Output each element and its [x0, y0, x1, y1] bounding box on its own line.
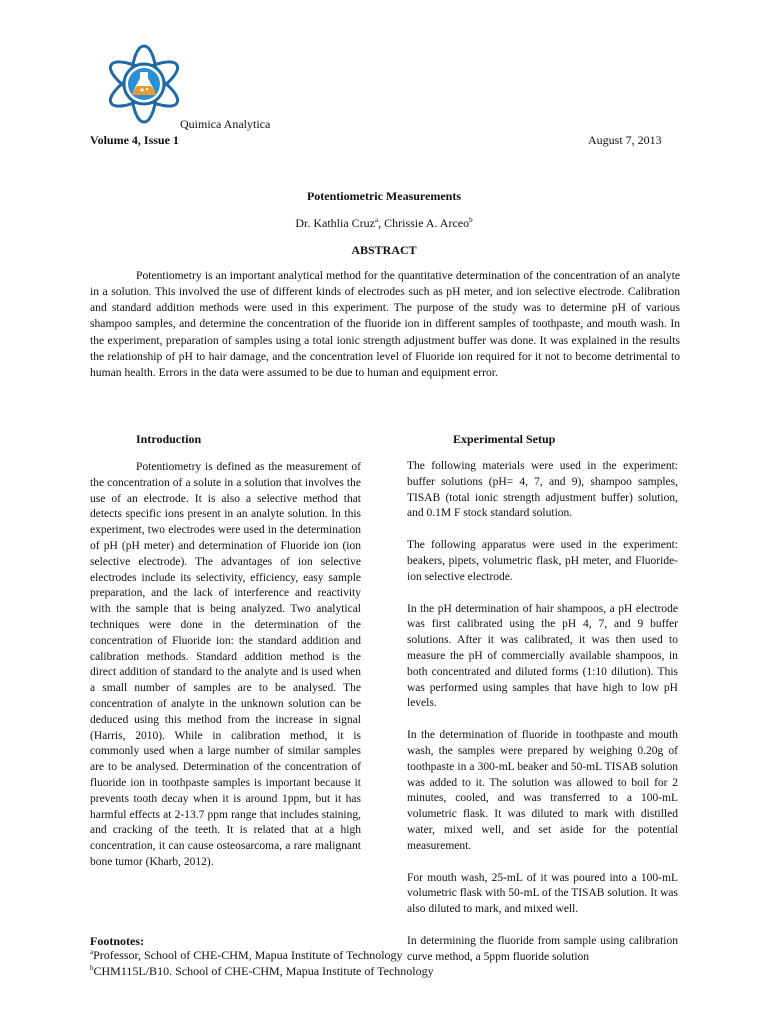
footnote-b-mark: b: [90, 964, 94, 972]
introduction-column: [90, 460, 361, 871]
footnotes-heading: Footnotes:: [90, 934, 144, 948]
introduction-heading: Introduction: [136, 432, 202, 446]
experimental-paragraph-materials: The following materials were used in the experiment: buffer solutions (pH= 4, 7, and 9), shampoo samples, TISAB (total ionic strength adjustment buffer) solution, and 0.1M F stock standard solution.: [407, 460, 678, 520]
experimental-paragraph-apparatus: The following apparatus were used in the experiment: beakers, pipets, volumetric flask, pH meter, and Fluoride-ion selective electrode.: [407, 539, 678, 583]
experimental-heading: Experimental Setup: [453, 432, 556, 446]
footnote-a-text: Professor, School of CHE-CHM, Mapua Institute of Technology: [93, 948, 403, 962]
experimental-paragraph-toothpaste: In the determination of fluoride in toothpaste and mouth wash, the samples were prepared by weighing 0.20g of toothpaste in a 300-mL beaker and 50-mL TISAB solution was added to it. The solution was allowed to boil for 2 minutes, cooled, and was transferred to a 100-mL volumetric flask. It was diluted to mark with distilled water, mixed well, and set aside for the potential measurement.: [407, 729, 678, 852]
footnote-a: [90, 948, 403, 963]
footnote-b-text: CHM115L/B10. School of CHE-CHM, Mapua Institute of Technology: [93, 964, 434, 978]
author-separator: ,: [378, 216, 385, 230]
author-2: Chrissie A. Arceo: [384, 216, 470, 230]
introduction-paragraph: Potentiometry is defined as the measurement of the concentration of a solute in a solution that involves the use of an electrode. It is also a selective method that detects specific ions present in an analyte solution. In this experiment, two electrodes were used in the determination of pH (pH meter) and determination of Fluoride ion (ion selective electrode). The advantages of ion selective electrodes include its selectivity, efficiency, easy sample preparation, and the lack of interference and reactivity with the sample that is being analyzed. Two analytical techniques were done in the determination of the concentration of Fluoride ion: the standard addition and calibration methods. Standard addition method is the direct addition of standard to the analyte and is used when a small number of samples are to be analysed. The concentration of analyte in the unknown solution can be deduced using this method from the increase in signal (Harris, 2010). While in calibration method, it is commonly used when a large number of similar samples are to be analysed. Determination of the concentration of fluoride ion in toothpaste samples is important because it prevents tooth decay when it is around 1ppm, but it has harmful effects at 2-13.7 ppm range that includes staining, and cracking of the teeth. It is related that at a high concentration, it can cause osteosarcoma, a rare malignant bone tumor (Kharb, 2012).: [90, 461, 361, 868]
experimental-paragraph-mouthwash: For mouth wash, 25-mL of it was poured into a 100-mL volumetric flask with 50-mL of the TISAB solution. It was also diluted to mark, and mixed well.: [407, 871, 678, 916]
publication-date: August 7, 2013: [588, 133, 662, 147]
author-2-affiliation-mark: b: [469, 216, 473, 224]
journal-issue: Volume 4, Issue 1: [90, 133, 179, 147]
footnote-b: [90, 964, 434, 979]
author-1: Dr. Kathlia Cruz: [295, 216, 376, 230]
abstract-heading: ABSTRACT: [351, 243, 417, 257]
author-1-affiliation-mark: a: [375, 216, 379, 224]
abstract-text: Potentiometry is an important analytical method for the quantitative determination of the concentration of an analyte in a solution. This involved the use of different kinds of electrodes such as pH meter, and ion selective electrode. Calibration and standard addition methods were used in this experiment. The purpose of the study was to determine pH of various shampoo samples, and determine the concentration of the fluoride ion in different samples of toothpaste, and mouth wash. In the experiment, preparation of samples using a total ionic strength adjustment buffer was done. It was explained in the results the relationship of pH to hair damage, and the concentration level of Fluoride ion required for it not to become detrimental to human health. Errors in the data were assumed to be due to human and equipment error.: [90, 269, 680, 379]
author-line: [0, 216, 768, 231]
experimental-paragraph-calibration: In determining the fluoride from sample using calibration curve method, a 5ppm fluoride solution: [407, 934, 678, 963]
experimental-column: [407, 459, 678, 982]
footnote-a-mark: a: [90, 948, 94, 956]
experimental-paragraph-ph: In the pH determination of hair shampoos, a pH electrode was first calibrated using the pH 4, 7, and 9 buffer solutions. After it was calibrated, it was then used to measure the pH of commercially available shampoos, in both concentrated and diluted forms (1:10 dilution). This was performed using samples that have high to low pH levels.: [407, 602, 678, 710]
paper-title: Potentiometric Measurements: [306, 189, 462, 203]
journal-name: Quimica Analytica: [180, 117, 271, 131]
journal-logo-icon: [103, 44, 185, 124]
